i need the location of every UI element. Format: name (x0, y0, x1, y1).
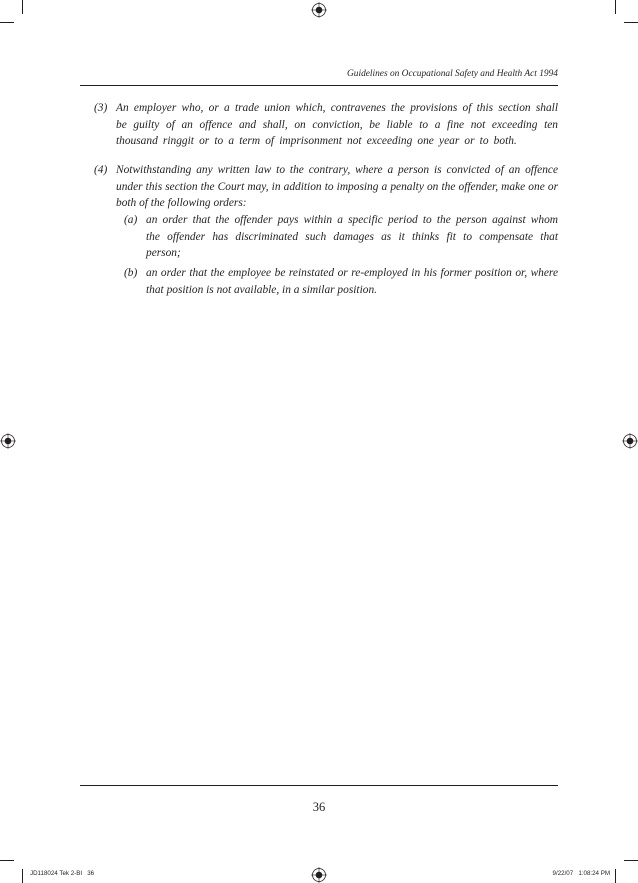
crop-mark-top-right-horizontal (624, 22, 638, 23)
header-rule (80, 85, 558, 86)
subclause-text: an order that the offender pays within a specific period to the person against whom the offender has discriminated such damages as it thinks fit to compensate that person; (146, 214, 558, 260)
page-number: 36 (312, 800, 326, 814)
subclause-b (124, 265, 558, 298)
crop-mark-bottom-left (22, 869, 23, 883)
footer-rule (80, 785, 558, 786)
clause-4 (94, 162, 558, 212)
slug-file-info: JD118024 Tek 2-BI 36 (30, 870, 95, 877)
crop-mark-top-right (615, 0, 616, 14)
clause-3 (94, 100, 558, 150)
subclause-a (124, 212, 558, 262)
clause-text: An employer who, or a trade union which, contravenes the provisions of this section shall be guilty of an offence and shall, on conviction, be liable to a fine not exceeding ten thousand ringgit or to a term of imprisonment not exceeding one year or to both. (116, 102, 558, 148)
clause-number: (4) (94, 164, 108, 176)
clause-number: (3) (94, 102, 108, 114)
registration-target-icon (311, 2, 327, 18)
registration-target-icon (311, 867, 327, 883)
subclause-label: (a) (124, 214, 138, 226)
crop-mark-top-left-horizontal (0, 22, 14, 23)
subclause-text: an order that the employee be reinstated or re-employed in his former position or, where that position is not available, in a similar position. (146, 267, 558, 296)
crop-mark-bottom-right-horizontal (624, 860, 638, 861)
crop-mark-top-left (22, 0, 23, 14)
subclause-label: (b) (124, 267, 138, 279)
registration-target-icon (622, 433, 638, 449)
crop-mark-bottom-left-horizontal (0, 860, 14, 861)
clause-text: Notwithstanding any written law to the contrary, where a person is convicted of an offence under this section the Court may, in addition to imposing a penalty on the offender, make one or both of the following orders: (116, 164, 558, 210)
crop-mark-bottom-right (615, 869, 616, 883)
registration-target-icon (0, 433, 16, 449)
running-header: Guidelines on Occupational Safety and Health Act 1994 (347, 69, 558, 79)
slug-timestamp: 9/22/07 1:08:24 PM (552, 870, 610, 877)
